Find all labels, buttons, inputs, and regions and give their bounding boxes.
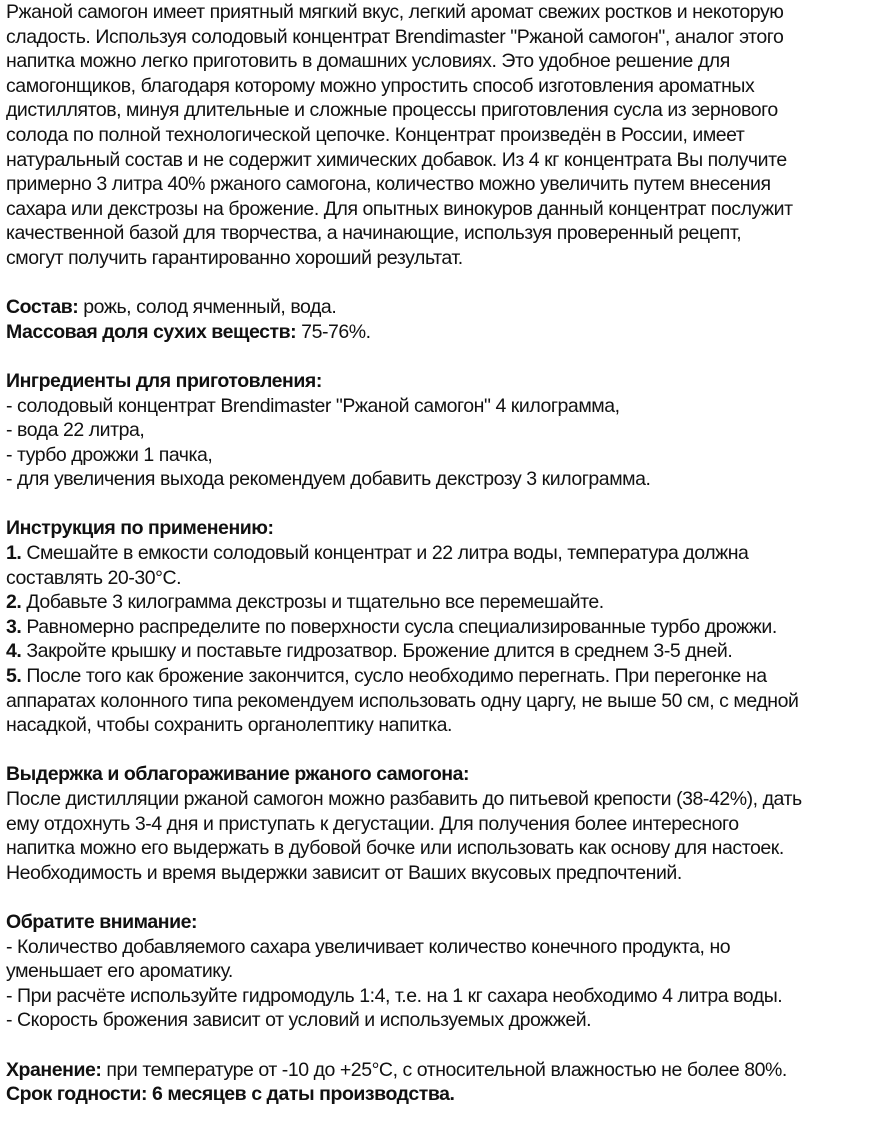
ingredients-section: [6, 369, 876, 492]
instruction-step-continuation: составлять 20-30°С.: [6, 566, 182, 589]
aging-line: Необходимость и время выдержки зависит от Ваших вкусовых предпочтений.: [6, 861, 682, 884]
intro-line: примерно 3 литра 40% ржаного самогона, количество можно увеличить путем внесения: [6, 173, 771, 196]
attention-line: - Скорость брожения зависит от условий и используемых дрожжей.: [6, 1009, 592, 1032]
attention-section: [6, 910, 876, 1033]
intro-line: солода по полной технологической цепочке. Концентрат произведён в России, имеет: [6, 123, 745, 146]
aging-section: [6, 762, 876, 885]
aging-title: Выдержка и облагораживание ржаного самогона:: [6, 763, 470, 786]
step-number: 3.: [6, 615, 22, 638]
intro-line: смогут получить гарантированно хороший результат.: [6, 246, 463, 269]
dry-matter-line: [6, 320, 876, 345]
spacer: [6, 885, 876, 910]
shelf-life-line: Срок годности: 6 месяцев с даты производства.: [6, 1083, 455, 1106]
composition-line: [6, 295, 876, 320]
instructions-title: Инструкция по применению:: [6, 517, 274, 540]
spacer: [6, 271, 876, 296]
intro-line: натуральный состав и не содержит химических добавок. Из 4 кг концентрата Вы получите: [6, 148, 787, 171]
attention-line: уменьшает его ароматику.: [6, 960, 233, 983]
intro-line: самогонщиков, благодаря которому можно упростить способ изготовления ароматных: [6, 74, 755, 97]
instruction-step: [6, 615, 876, 640]
storage-value: при температуре от -10 до +25°С, с относительной влажностью не более 80%.: [101, 1058, 787, 1081]
spacer: [6, 492, 876, 517]
aging-line: ему отдохнуть 3-4 дня и приступать к дегустации. Для получения более интересного: [6, 812, 739, 835]
spacer: [6, 344, 876, 369]
storage-label: Хранение:: [6, 1058, 102, 1081]
step-text: Закройте крышку и поставьте гидрозатвор. Брожение длится в среднем 3-5 дней.: [21, 640, 733, 663]
composition-value: рожь, солод ячменный, вода.: [78, 296, 337, 319]
storage-line: [6, 1058, 876, 1083]
spacer: [6, 1033, 876, 1058]
attention-line: - При расчёте используйте гидромодуль 1:4, т.е. на 1 кг сахара необходимо 4 литра воды.: [6, 984, 783, 1007]
instruction-step: [6, 664, 876, 689]
dry-matter-value: 75-76%.: [296, 320, 371, 343]
ingredient-item: - вода 22 литра,: [6, 419, 145, 442]
composition-section: [6, 295, 876, 344]
intro-line: сладость. Используя солодовый концентрат Brendimaster "Ржаной самогон", аналог этого: [6, 25, 784, 48]
step-number: 2.: [6, 591, 22, 614]
aging-line: После дистилляции ржаной самогон можно разбавить до питьевой крепости (38-42%), дать: [6, 788, 802, 810]
step-number: 4.: [6, 640, 22, 663]
ingredients-title: Ингредиенты для приготовления:: [6, 369, 322, 392]
storage-section: [6, 1058, 876, 1107]
aging-line: напитка можно его выдержать в дубовой бочке или использовать как основу для настоек.: [6, 837, 784, 860]
instruction-step: [6, 639, 876, 664]
spacer: [6, 738, 876, 763]
step-number: 1.: [6, 542, 22, 565]
product-description-document: [6, 0, 876, 1107]
step-text: Добавьте 3 килограмма декстрозы и тщательно все перемешайте.: [21, 591, 604, 614]
step-text: Смешайте в емкости солодовый концентрат и 22 литра воды, температура должна: [21, 542, 749, 565]
intro-line: качественной базой для творчества, а начинающие, используя проверенный рецепт,: [6, 222, 742, 245]
ingredient-item: - солодовый концентрат Brendimaster "Ржаной самогон" 4 килограмма,: [6, 394, 620, 417]
ingredient-item: - турбо дрожжи 1 пачка,: [6, 443, 213, 466]
step-text: Равномерно распределите по поверхности сусла специализированные турбо дрожжи.: [21, 615, 777, 638]
intro-paragraph: [6, 0, 876, 271]
step-number: 5.: [6, 665, 22, 688]
composition-label: Состав:: [6, 296, 79, 319]
attention-line: - Количество добавляемого сахара увеличивает количество конечного продукта, но: [6, 935, 731, 958]
ingredient-item: - для увеличения выхода рекомендуем добавить декстрозу 3 килограмма.: [6, 468, 651, 491]
attention-title: Обратите внимание:: [6, 910, 198, 933]
instruction-step: [6, 590, 876, 615]
instruction-step-continuation: насадкой, чтобы сохранить органолептику напитка.: [6, 714, 452, 737]
step-text: После того как брожение закончится, сусло необходимо перегнать. При перегонке на: [21, 665, 767, 688]
intro-line: дистиллятов, минуя длительные и сложные процессы приготовления сусла из зернового: [6, 99, 778, 122]
instruction-step-continuation: аппаратах колонного типа рекомендуем использовать одну царгу, не выше 50 см, с медной: [6, 689, 799, 712]
intro-line: Ржаной самогон имеет приятный мягкий вкус, легкий аромат свежих ростков и некоторую: [6, 1, 784, 23]
instruction-step: [6, 541, 876, 566]
dry-matter-label: Массовая доля сухих веществ:: [6, 320, 297, 343]
intro-line: сахара или декстрозы на брожение. Для опытных винокуров данный концентрат послужит: [6, 197, 793, 220]
instructions-section: [6, 516, 876, 737]
intro-line: напитка можно легко приготовить в домашних условиях. Это удобное решение для: [6, 50, 730, 73]
